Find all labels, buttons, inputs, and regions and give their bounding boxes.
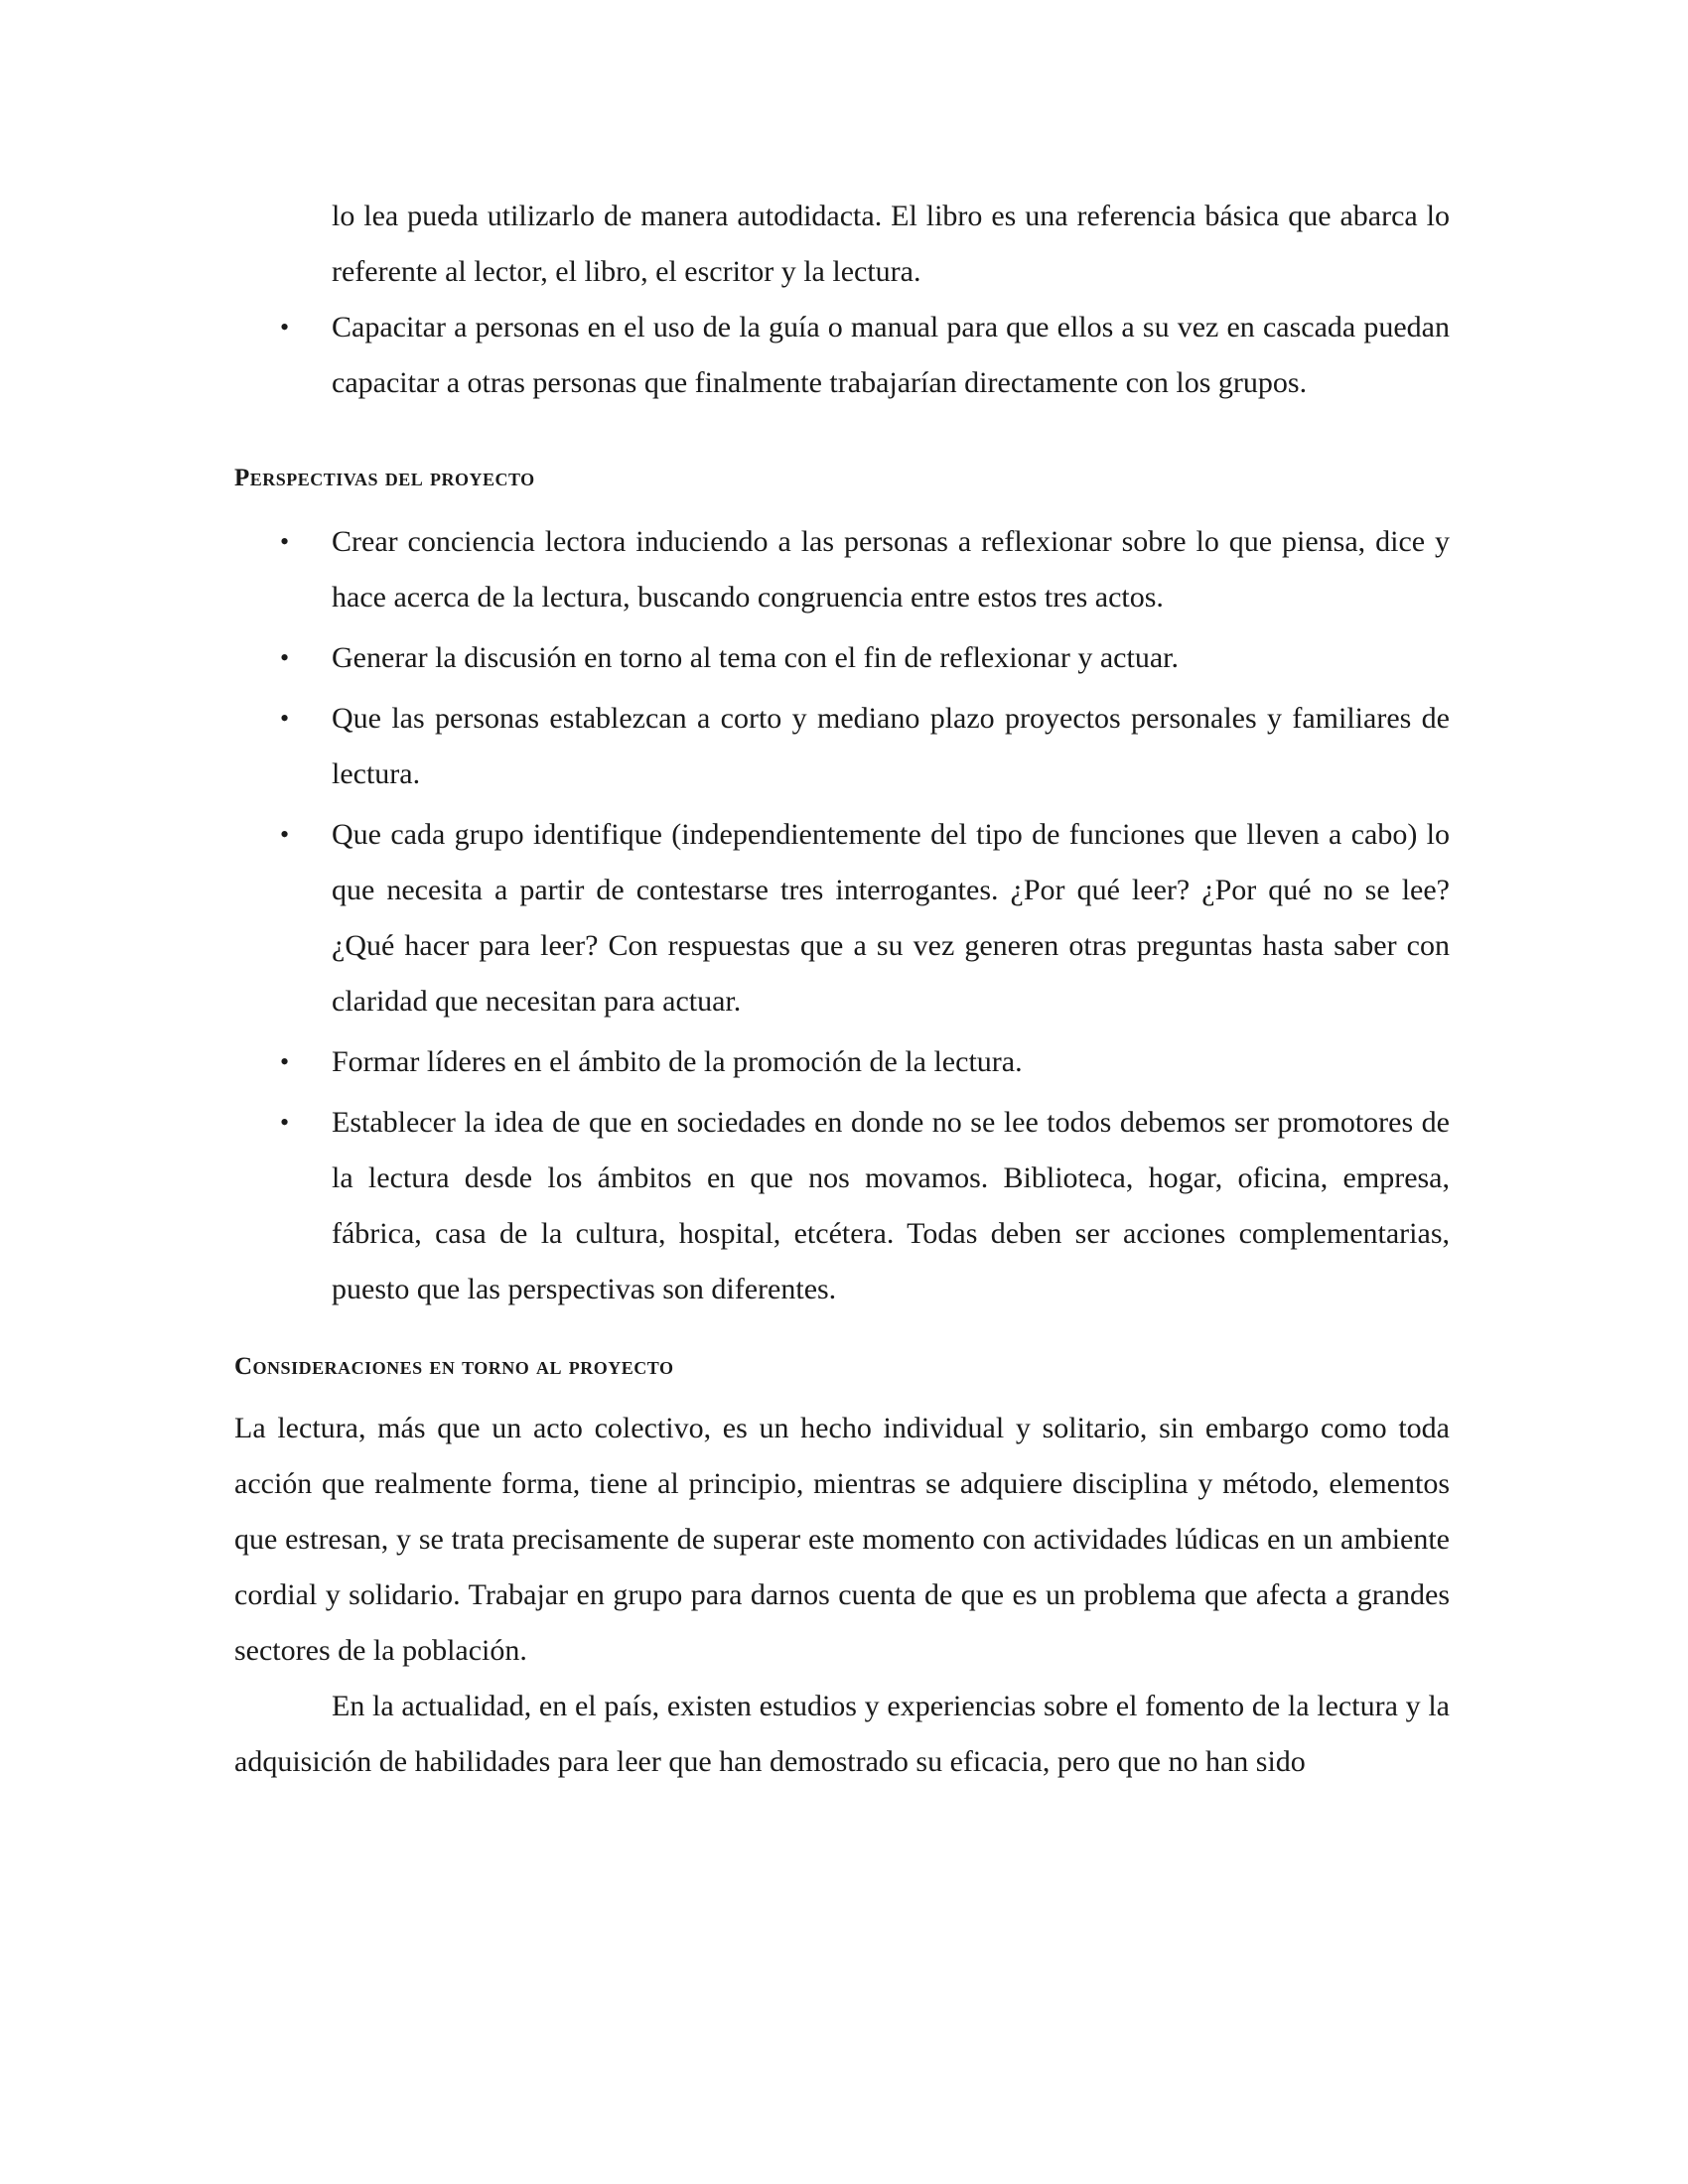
list-item-text: Formar líderes en el ámbito de la promoción de la lectura. <box>332 1045 1023 1078</box>
list-item <box>234 1095 1450 1317</box>
list-item-text: Que las personas establezcan a corto y mediano plazo proyectos personales y familiares de lectura. <box>332 702 1450 790</box>
list-item <box>234 691 1450 802</box>
bullet-icon: • <box>280 643 290 672</box>
list-item <box>234 514 1450 625</box>
bullet-icon: • <box>280 313 290 341</box>
list-item-text: Generar la discusión en torno al tema con el fin de reflexionar y actuar. <box>332 641 1179 674</box>
list-item-text: Que cada grupo identifique (independientemente del tipo de funciones que lleven a cabo) lo que necesita a partir de contestarse tres interrogantes. ¿Por qué leer? ¿Por qué no se lee? ¿Qué hacer para leer? Con respuestas que a su vez generen otras preguntas hasta saber con claridad que necesitan para actuar. <box>332 818 1450 1018</box>
section-heading-consideraciones: Consideraciones en torno al proyecto <box>234 1353 674 1380</box>
intro-bullet-list <box>234 300 1450 411</box>
body-paragraph: En la actualidad, en el país, existen estudios y experiencias sobre el fomento de la lectura y la adquisición de habilidades para leer que han demostrado su eficacia, pero que no han sido <box>234 1690 1450 1778</box>
bullet-icon: • <box>280 1108 290 1137</box>
page-content <box>234 189 1450 1790</box>
list-item <box>234 1034 1450 1090</box>
continuation-paragraph: lo lea pueda utilizarlo de manera autodidacta. El libro es una referencia básica que abarca lo referente al lector, el libro, el escritor y la lectura. <box>332 200 1450 288</box>
bullet-icon: • <box>280 704 290 733</box>
list-item <box>234 807 1450 1029</box>
bullet-icon: • <box>280 527 290 556</box>
perspectivas-bullet-list <box>234 514 1450 1317</box>
body-paragraph: La lectura, más que un acto colectivo, es un hecho individual y solitario, sin embargo como toda acción que realmente forma, tiene al principio, mientras se adquiere disciplina y método, elementos que estresan, y se trata precisamente de superar este momento con actividades lúdicas en un ambiente cordial y solidario. Trabajar en grupo para darnos cuenta de que es un problema que afecta a grandes sectores de la población. <box>234 1412 1450 1667</box>
list-item <box>234 630 1450 686</box>
list-item-text: Capacitar a personas en el uso de la guía o manual para que ellos a su vez en cascada puedan capacitar a otras personas que finalmente trabajarían directamente con los grupos. <box>332 311 1450 399</box>
bullet-icon: • <box>280 820 290 849</box>
section-heading-perspectivas: Perspectivas del proyecto <box>234 465 535 491</box>
list-item-text: Establecer la idea de que en sociedades en donde no se lee todos debemos ser promotores de la lectura desde los ámbitos en que nos movamos. Biblioteca, hogar, oficina, empresa, fábrica, casa de la cultura, hospital, etcétera. Todas deben ser acciones complementarias, puesto que las perspectivas son diferentes. <box>332 1106 1450 1305</box>
bullet-icon: • <box>280 1047 290 1076</box>
list-item-text: Crear conciencia lectora induciendo a las personas a reflexionar sobre lo que piensa, dice y hace acerca de la lectura, buscando congruencia entre estos tres actos. <box>332 525 1450 614</box>
list-item <box>234 300 1450 411</box>
